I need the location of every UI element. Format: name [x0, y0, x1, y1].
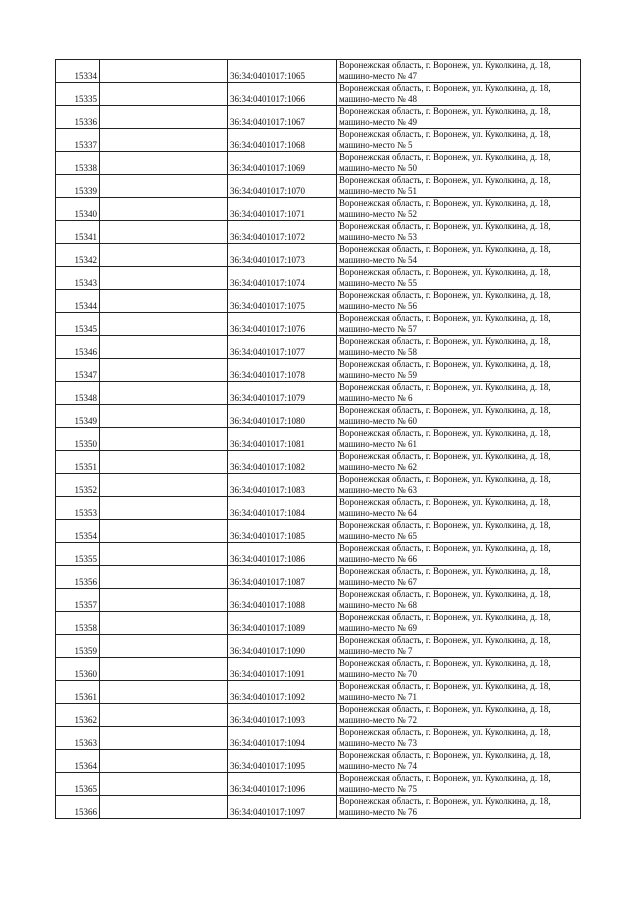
address-cell: [337, 175, 581, 198]
empty-cell: [100, 106, 228, 129]
table-row: [56, 589, 581, 612]
table-row: [56, 612, 581, 635]
cadastral-number-cell: 36:34:0401017:1069: [228, 152, 337, 175]
cadastral-number-cell: 36:34:0401017:1083: [228, 474, 337, 497]
table-row: [56, 83, 581, 106]
address-text: Воронежская область, г. Воронеж, ул. Куколкина, д. 18, машино-место № 6: [339, 382, 551, 403]
table-row: [56, 520, 581, 543]
empty-cell: [100, 175, 228, 198]
table-row: [56, 635, 581, 658]
address-cell: [337, 796, 581, 819]
row-number-cell: 15337: [56, 129, 100, 152]
address-cell: [337, 727, 581, 750]
address-text: Воронежская область, г. Воронеж, ул. Куколкина, д. 18, машино-место № 67: [339, 566, 551, 587]
cadastral-number-cell: 36:34:0401017:1076: [228, 313, 337, 336]
address-cell: [337, 290, 581, 313]
cadastral-number-cell: 36:34:0401017:1085: [228, 520, 337, 543]
address-cell: [337, 60, 581, 83]
address-text: Воронежская область, г. Воронеж, ул. Куколкина, д. 18, машино-место № 69: [339, 612, 551, 633]
row-number-cell: 15366: [56, 796, 100, 819]
address-cell: [337, 612, 581, 635]
cadastral-number-cell: 36:34:0401017:1082: [228, 451, 337, 474]
row-number-cell: 15338: [56, 152, 100, 175]
address-text: Воронежская область, г. Воронеж, ул. Куколкина, д. 18, машино-место № 61: [339, 428, 551, 449]
row-number-cell: 15339: [56, 175, 100, 198]
cadastral-number-cell: 36:34:0401017:1080: [228, 405, 337, 428]
cadastral-number-cell: 36:34:0401017:1081: [228, 428, 337, 451]
address-text: Воронежская область, г. Воронеж, ул. Куколкина, д. 18, машино-место № 68: [339, 589, 551, 610]
address-cell: [337, 336, 581, 359]
address-cell: [337, 198, 581, 221]
address-cell: [337, 129, 581, 152]
table-row: [56, 382, 581, 405]
address-cell: [337, 543, 581, 566]
cadastral-number-cell: 36:34:0401017:1070: [228, 175, 337, 198]
row-number-cell: 15344: [56, 290, 100, 313]
address-cell: [337, 589, 581, 612]
cadastral-number-cell: 36:34:0401017:1093: [228, 704, 337, 727]
table-row: [56, 129, 581, 152]
cadastral-number-cell: 36:34:0401017:1097: [228, 796, 337, 819]
cadastral-number-cell: 36:34:0401017:1086: [228, 543, 337, 566]
address-cell: [337, 750, 581, 773]
empty-cell: [100, 589, 228, 612]
cadastral-number-cell: 36:34:0401017:1096: [228, 773, 337, 796]
cadastral-number-cell: 36:34:0401017:1067: [228, 106, 337, 129]
address-cell: [337, 405, 581, 428]
row-number-cell: 15334: [56, 60, 100, 83]
cadastral-number-cell: 36:34:0401017:1084: [228, 497, 337, 520]
table-row: [56, 106, 581, 129]
address-cell: [337, 658, 581, 681]
empty-cell: [100, 60, 228, 83]
empty-cell: [100, 313, 228, 336]
row-number-cell: 15365: [56, 773, 100, 796]
address-text: Воронежская область, г. Воронеж, ул. Куколкина, д. 18, машино-место № 74: [339, 750, 551, 771]
row-number-cell: 15353: [56, 497, 100, 520]
table-row: [56, 244, 581, 267]
address-text: Воронежская область, г. Воронеж, ул. Куколкина, д. 18, машино-место № 73: [339, 727, 551, 748]
address-text: Воронежская область, г. Воронеж, ул. Куколкина, д. 18, машино-место № 51: [339, 175, 551, 196]
row-number-cell: 15345: [56, 313, 100, 336]
empty-cell: [100, 796, 228, 819]
row-number-cell: 15363: [56, 727, 100, 750]
address-cell: [337, 566, 581, 589]
row-number-cell: 15343: [56, 267, 100, 290]
cadastral-number-cell: 36:34:0401017:1091: [228, 658, 337, 681]
table-row: [56, 796, 581, 819]
cadastral-number-cell: 36:34:0401017:1065: [228, 60, 337, 83]
table-row: [56, 543, 581, 566]
address-cell: [337, 382, 581, 405]
table-row: [56, 681, 581, 704]
empty-cell: [100, 336, 228, 359]
row-number-cell: 15348: [56, 382, 100, 405]
address-text: Воронежская область, г. Воронеж, ул. Куколкина, д. 18, машино-место № 75: [339, 773, 551, 794]
address-cell: [337, 221, 581, 244]
table-row: [56, 336, 581, 359]
cadastral-number-cell: 36:34:0401017:1078: [228, 359, 337, 382]
address-cell: [337, 152, 581, 175]
address-cell: [337, 520, 581, 543]
row-number-cell: 15340: [56, 198, 100, 221]
empty-cell: [100, 543, 228, 566]
row-number-cell: 15346: [56, 336, 100, 359]
address-text: Воронежская область, г. Воронеж, ул. Куколкина, д. 18, машино-место № 47: [339, 60, 551, 81]
row-number-cell: 15342: [56, 244, 100, 267]
empty-cell: [100, 244, 228, 267]
row-number-cell: 15362: [56, 704, 100, 727]
address-text: Воронежская область, г. Воронеж, ул. Куколкина, д. 18, машино-место № 50: [339, 152, 551, 173]
register-table-body: [56, 60, 581, 819]
property-register-table: [55, 59, 581, 819]
row-number-cell: 15347: [56, 359, 100, 382]
table-row: [56, 198, 581, 221]
empty-cell: [100, 727, 228, 750]
address-text: Воронежская область, г. Воронеж, ул. Куколкина, д. 18, машино-место № 48: [339, 83, 551, 104]
address-text: Воронежская область, г. Воронеж, ул. Куколкина, д. 18, машино-место № 49: [339, 106, 551, 127]
address-cell: [337, 359, 581, 382]
address-text: Воронежская область, г. Воронеж, ул. Куколкина, д. 18, машино-место № 65: [339, 520, 551, 541]
row-number-cell: 15359: [56, 635, 100, 658]
address-cell: [337, 451, 581, 474]
cadastral-number-cell: 36:34:0401017:1095: [228, 750, 337, 773]
row-number-cell: 15354: [56, 520, 100, 543]
table-row: [56, 267, 581, 290]
empty-cell: [100, 267, 228, 290]
empty-cell: [100, 290, 228, 313]
empty-cell: [100, 221, 228, 244]
cadastral-number-cell: 36:34:0401017:1088: [228, 589, 337, 612]
table-row: [56, 727, 581, 750]
address-text: Воронежская область, г. Воронеж, ул. Куколкина, д. 18, машино-место № 72: [339, 704, 551, 725]
row-number-cell: 15357: [56, 589, 100, 612]
table-row: [56, 497, 581, 520]
table-row: [56, 175, 581, 198]
address-text: Воронежская область, г. Воронеж, ул. Куколкина, д. 18, машино-место № 56: [339, 290, 551, 311]
empty-cell: [100, 152, 228, 175]
table-row: [56, 428, 581, 451]
address-text: Воронежская область, г. Воронеж, ул. Куколкина, д. 18, машино-место № 64: [339, 497, 551, 518]
address-cell: [337, 497, 581, 520]
cadastral-number-cell: 36:34:0401017:1073: [228, 244, 337, 267]
address-cell: [337, 313, 581, 336]
empty-cell: [100, 359, 228, 382]
row-number-cell: 15360: [56, 658, 100, 681]
row-number-cell: 15356: [56, 566, 100, 589]
empty-cell: [100, 704, 228, 727]
empty-cell: [100, 658, 228, 681]
address-text: Воронежская область, г. Воронеж, ул. Куколкина, д. 18, машино-место № 53: [339, 221, 551, 242]
empty-cell: [100, 129, 228, 152]
address-text: Воронежская область, г. Воронеж, ул. Куколкина, д. 18, машино-место № 52: [339, 198, 551, 219]
address-text: Воронежская область, г. Воронеж, ул. Куколкина, д. 18, машино-место № 55: [339, 267, 551, 288]
row-number-cell: 15358: [56, 612, 100, 635]
row-number-cell: 15361: [56, 681, 100, 704]
address-text: Воронежская область, г. Воронеж, ул. Куколкина, д. 18, машино-место № 76: [339, 796, 551, 817]
address-text: Воронежская область, г. Воронеж, ул. Куколкина, д. 18, машино-место № 66: [339, 543, 551, 564]
cadastral-number-cell: 36:34:0401017:1079: [228, 382, 337, 405]
row-number-cell: 15335: [56, 83, 100, 106]
address-text: Воронежская область, г. Воронеж, ул. Куколкина, д. 18, машино-место № 62: [339, 451, 551, 472]
address-cell: [337, 635, 581, 658]
address-text: Воронежская область, г. Воронеж, ул. Куколкина, д. 18, машино-место № 54: [339, 244, 551, 265]
address-cell: [337, 428, 581, 451]
address-text: Воронежская область, г. Воронеж, ул. Куколкина, д. 18, машино-место № 60: [339, 405, 551, 426]
cadastral-number-cell: 36:34:0401017:1071: [228, 198, 337, 221]
row-number-cell: 15336: [56, 106, 100, 129]
cadastral-number-cell: 36:34:0401017:1089: [228, 612, 337, 635]
address-cell: [337, 474, 581, 497]
cadastral-number-cell: 36:34:0401017:1092: [228, 681, 337, 704]
cadastral-number-cell: 36:34:0401017:1075: [228, 290, 337, 313]
empty-cell: [100, 566, 228, 589]
row-number-cell: 15355: [56, 543, 100, 566]
address-text: Воронежская область, г. Воронеж, ул. Куколкина, д. 18, машино-место № 57: [339, 313, 551, 334]
empty-cell: [100, 520, 228, 543]
table-row: [56, 60, 581, 83]
cadastral-number-cell: 36:34:0401017:1090: [228, 635, 337, 658]
table-row: [56, 221, 581, 244]
empty-cell: [100, 497, 228, 520]
empty-cell: [100, 83, 228, 106]
empty-cell: [100, 451, 228, 474]
table-row: [56, 566, 581, 589]
table-row: [56, 290, 581, 313]
empty-cell: [100, 635, 228, 658]
address-cell: [337, 83, 581, 106]
address-cell: [337, 267, 581, 290]
table-row: [56, 474, 581, 497]
address-cell: [337, 681, 581, 704]
empty-cell: [100, 474, 228, 497]
address-text: Воронежская область, г. Воронеж, ул. Куколкина, д. 18, машино-место № 58: [339, 336, 551, 357]
cadastral-number-cell: 36:34:0401017:1077: [228, 336, 337, 359]
row-number-cell: 15349: [56, 405, 100, 428]
address-cell: [337, 244, 581, 267]
table-row: [56, 451, 581, 474]
address-text: Воронежская область, г. Воронеж, ул. Куколкина, д. 18, машино-место № 7: [339, 635, 551, 656]
cadastral-number-cell: 36:34:0401017:1066: [228, 83, 337, 106]
address-text: Воронежская область, г. Воронеж, ул. Куколкина, д. 18, машино-место № 63: [339, 474, 551, 495]
cadastral-number-cell: 36:34:0401017:1072: [228, 221, 337, 244]
table-row: [56, 658, 581, 681]
cadastral-number-cell: 36:34:0401017:1094: [228, 727, 337, 750]
row-number-cell: 15351: [56, 451, 100, 474]
address-text: Воронежская область, г. Воронеж, ул. Куколкина, д. 18, машино-место № 70: [339, 658, 551, 679]
empty-cell: [100, 612, 228, 635]
table-row: [56, 750, 581, 773]
address-cell: [337, 773, 581, 796]
table-row: [56, 773, 581, 796]
empty-cell: [100, 405, 228, 428]
cadastral-number-cell: 36:34:0401017:1087: [228, 566, 337, 589]
empty-cell: [100, 198, 228, 221]
row-number-cell: 15350: [56, 428, 100, 451]
cadastral-number-cell: 36:34:0401017:1068: [228, 129, 337, 152]
address-cell: [337, 106, 581, 129]
empty-cell: [100, 428, 228, 451]
address-text: Воронежская область, г. Воронеж, ул. Куколкина, д. 18, машино-место № 71: [339, 681, 551, 702]
address-text: Воронежская область, г. Воронеж, ул. Куколкина, д. 18, машино-место № 5: [339, 129, 551, 150]
table-row: [56, 359, 581, 382]
table-row: [56, 704, 581, 727]
row-number-cell: 15341: [56, 221, 100, 244]
address-cell: [337, 704, 581, 727]
address-text: Воронежская область, г. Воронеж, ул. Куколкина, д. 18, машино-место № 59: [339, 359, 551, 380]
table-row: [56, 152, 581, 175]
empty-cell: [100, 681, 228, 704]
empty-cell: [100, 382, 228, 405]
cadastral-number-cell: 36:34:0401017:1074: [228, 267, 337, 290]
empty-cell: [100, 750, 228, 773]
table-row: [56, 313, 581, 336]
row-number-cell: 15352: [56, 474, 100, 497]
empty-cell: [100, 773, 228, 796]
row-number-cell: 15364: [56, 750, 100, 773]
table-row: [56, 405, 581, 428]
